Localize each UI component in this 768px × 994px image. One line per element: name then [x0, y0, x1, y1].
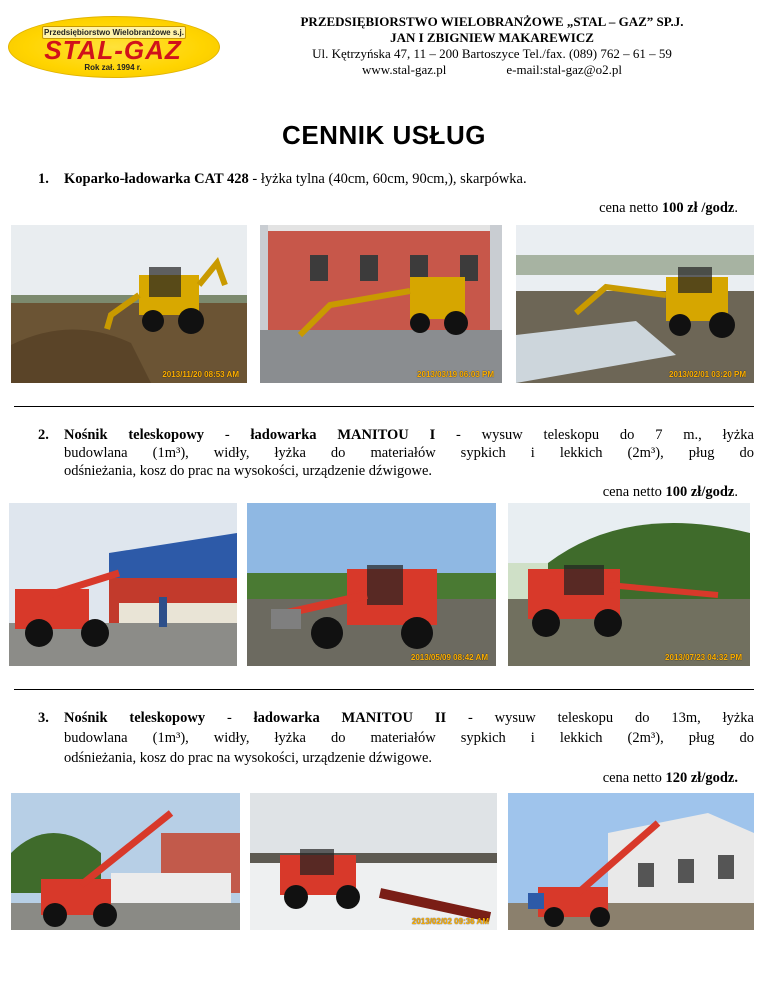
- section-3-desc-2: [64, 729, 754, 747]
- section-2-machine-type: Nośnik teleskopowy: [64, 427, 205, 443]
- price-suffix: .: [734, 200, 738, 216]
- separator: -: [204, 427, 251, 443]
- photo-manitou2-snow: [250, 793, 497, 930]
- price-value: 120 zł/godz.: [665, 770, 738, 786]
- photo-manitou1-riverbank: [508, 503, 750, 666]
- photo-date-stamp: 2013/05/09 08:42 AM: [410, 653, 488, 662]
- logo-top-text: Przedsiębiorstwo Wielobranżowe s.j.: [42, 26, 186, 39]
- section-divider: [14, 406, 754, 407]
- photo-date-stamp: 2013/11/20 08:53 AM: [162, 370, 239, 379]
- price-value: 100 zł/godz: [665, 484, 735, 500]
- section-3-machine-type: Nośnik teleskopowy: [64, 710, 206, 726]
- price-value: 100 zł /godz: [661, 200, 735, 216]
- company-logo: [8, 16, 220, 78]
- section-3-price: [500, 769, 738, 787]
- company-owners: JAN I ZBIGNIEW MAKAREWICZ: [390, 30, 594, 45]
- section-1-price: [500, 199, 738, 217]
- section-2-machine: ładowarka MANITOU I: [250, 427, 436, 443]
- separator: -: [205, 710, 254, 726]
- photo-manitou2-house: [508, 793, 754, 930]
- price-label: cena netto: [602, 484, 666, 500]
- price-label: cena netto: [602, 770, 666, 786]
- section-3-machine: ładowarka MANITOU II: [253, 710, 447, 726]
- section-1-heading: [38, 170, 754, 188]
- section-divider: [14, 689, 754, 690]
- page-title: CENNIK USŁUG: [282, 120, 486, 150]
- desc-part-a: budowlana: [64, 730, 153, 746]
- section-2-number: 2.: [38, 427, 49, 443]
- section-1-desc: - łyżka tylna (40cm, 60cm, 90cm,), skarpówka.: [248, 171, 527, 187]
- website-link[interactable]: www.stal-gaz.pl: [362, 62, 447, 77]
- section-3-number: 3.: [38, 710, 49, 726]
- section-2-desc-3: odśnieżania, kosz do prac na wysokości, urządzenie dźwigowe.: [64, 463, 433, 479]
- company-address: Ul. Kętrzyńska 47, 11 – 200 Bartoszyce Tel./fax. (089) 762 – 61 – 59: [312, 46, 672, 61]
- photo-date-stamp: 2013/07/23 04:32 PM: [665, 653, 742, 662]
- logo-brand: STAL-GAZ: [44, 35, 182, 65]
- section-3-heading: [38, 709, 754, 727]
- photo-cat428-field: [11, 225, 247, 383]
- photo-date-stamp: 2013/03/19 06:03 PM: [417, 370, 494, 379]
- photo-date-stamp: 2013/02/01 03:20 PM: [669, 370, 746, 379]
- photo-manitou2-tall-boom: [11, 793, 240, 930]
- desc-part-b: (1m³), widły, łyżka do materiałów sypkich i lekkich (2m³), pług do: [152, 730, 754, 746]
- section-1-machine: Koparko-ładowarka CAT 428: [64, 171, 249, 187]
- logo-year: Rok zał. 1994 r.: [84, 63, 142, 72]
- company-contacts: [232, 62, 752, 78]
- section-2-desc-2: budowlana (1m³), widły, łyżka do materiałów sypkich i lekkich (2m³), pług do: [64, 445, 754, 461]
- company-name: PRZEDSIĘBIORSTWO WIELOBRANŻOWE „STAL – GAZ” SP.J.: [300, 14, 684, 29]
- section-3-desc-1: - wysuw teleskopu do 13m, łyżka: [446, 710, 754, 726]
- photo-manitou1-tent: [9, 503, 237, 666]
- section-2-heading: [38, 426, 754, 444]
- price-suffix: .: [734, 484, 738, 500]
- photo-date-stamp: 2013/02/02 09:36 AM: [411, 917, 489, 926]
- photo-manitou1-site: [247, 503, 496, 666]
- section-2-desc-1: - wysuw teleskopu do 7 m., łyżka: [435, 427, 754, 443]
- section-1-number: 1.: [38, 171, 49, 187]
- price-label: cena netto: [599, 200, 662, 216]
- email-link[interactable]: e-mail:stal-gaz@o2.pl: [506, 62, 622, 77]
- section-3-desc-3: odśnieżania, kosz do prac na wysokości, urządzenie dźwigowe.: [64, 750, 433, 766]
- photo-cat428-building: [260, 225, 502, 383]
- section-2-price: [500, 483, 738, 501]
- photo-cat428-river: [516, 225, 754, 383]
